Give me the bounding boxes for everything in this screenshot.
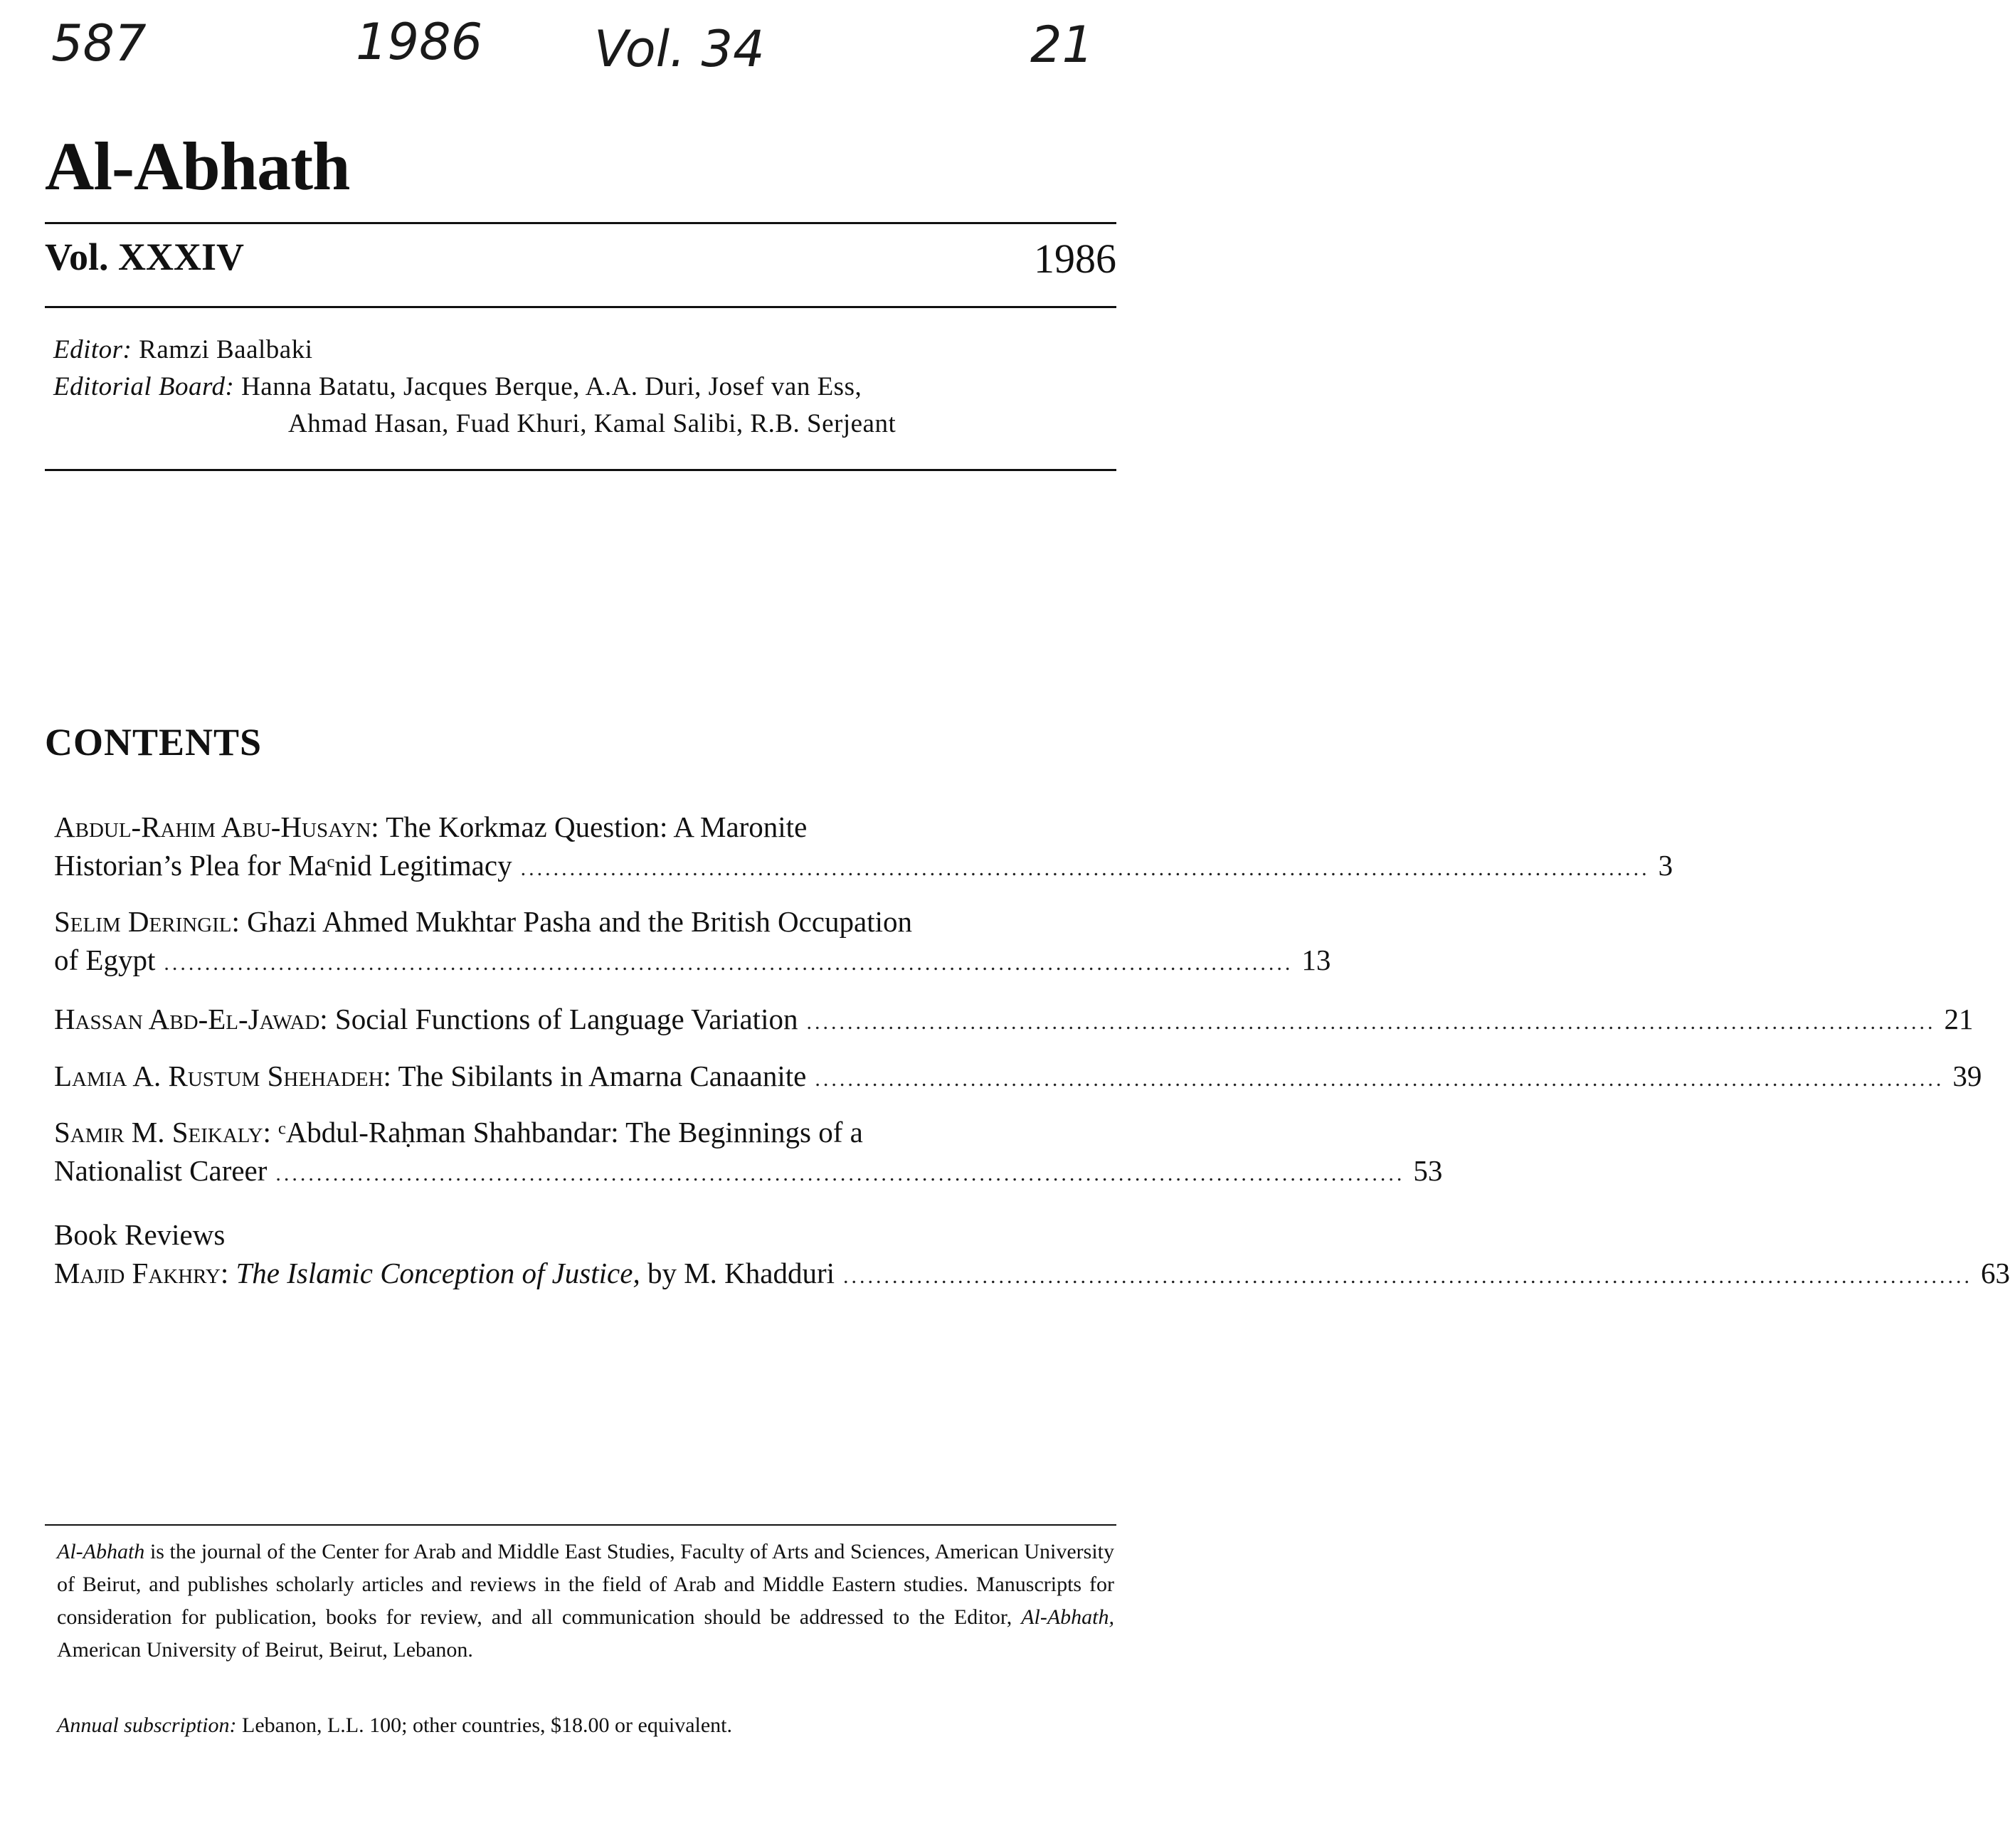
handwritten-call-number: 587: [51, 14, 147, 73]
toc-title: ᶜAbdul-Raḥman Shahbandar: The Beginnings of a: [278, 1116, 863, 1149]
book-reviews-section: Book Reviews Majid Fakhry: The Islamic Conception of Justice, by M. Khadduri .......................................................................................................................................... 63: [54, 1215, 1114, 1296]
handwritten-year: 1986: [356, 13, 483, 71]
header-rule-bottom: [45, 306, 1116, 308]
toc-title-cont: Historian’s Plea for Maᶜnid Legitimacy: [54, 849, 512, 882]
toc-author: Hassan Abd-El-Jawad:: [54, 1003, 328, 1035]
journal-logo: Al-Abhath: [45, 128, 350, 204]
editor-name: Ramzi Baalbaki: [139, 335, 313, 364]
footer-description: [57, 1536, 1114, 1667]
book-reviews-heading: Book Reviews: [54, 1218, 226, 1251]
footer-rule: [45, 1524, 1116, 1526]
toc-page: 39: [1952, 1060, 1982, 1092]
subscription-text: Lebanon, L.L. 100; other countries, $18.00 or equivalent.: [242, 1714, 732, 1737]
review-title: The Islamic Conception of Justice,: [236, 1257, 640, 1289]
footer-text-2: American University of Beirut, Beirut, Lebanon.: [57, 1638, 473, 1662]
footer-journal-name: Al-Abhath: [57, 1540, 145, 1563]
toc-author: Selim Deringil:: [54, 905, 240, 938]
footer-subscription: [57, 1709, 1114, 1742]
toc-entry: Selim Deringil: Ghazi Ahmed Mukhtar Pasha and the British Occupation of Egypt .......................................................................................................................................... 13: [54, 902, 1114, 983]
editor-label: Editor:: [53, 335, 132, 364]
footer-text-1: is the journal of the Center for Arab and Middle East Studies, Faculty of Arts and Sciences, American University of Beirut, and publishes scholarly articles and reviews in the field of Arab and Middle Eastern studies. Manuscripts for consideration for publication, books for review, and all communication should be addressed to the Editor,: [57, 1540, 1114, 1629]
toc-title: The Korkmaz Question: A Maronite: [386, 811, 808, 843]
toc-author: Lamia A. Rustum Shehadeh:: [54, 1060, 391, 1092]
toc-title: Ghazi Ahmed Mukhtar Pasha and the British Occupation: [247, 905, 912, 938]
toc-title: Social Functions of Language Variation: [334, 1003, 798, 1035]
editorial-board-line: [53, 371, 862, 402]
review-page: 63: [1981, 1257, 2010, 1289]
toc-entry: Samir M. Seikaly: ᶜAbdul-Raḥman Shahbandar: The Beginnings of a Nationalist Career .......................................................................................................................................... 53: [54, 1113, 1114, 1193]
toc-entry: Abdul-Rahim Abu-Husayn: The Korkmaz Question: A Maronite Historian’s Plea for Maᶜnid Legitimacy .......................................................................................................................................... 3: [54, 808, 1114, 888]
toc-title-cont: Nationalist Career: [54, 1154, 268, 1187]
toc-author: Abdul-Rahim Abu-Husayn:: [54, 811, 379, 843]
review-by: by M. Khadduri: [647, 1257, 835, 1289]
editor-line: [53, 334, 312, 365]
review-author: Majid Fakhry:: [54, 1257, 229, 1289]
toc-title-cont: of Egypt: [54, 944, 156, 976]
toc-entry: Lamia A. Rustum Shehadeh: The Sibilants in Amarna Canaanite .......................................................................................................................................... 39: [54, 1057, 1114, 1099]
masthead-rule: [45, 469, 1116, 471]
toc-page: 53: [1413, 1154, 1443, 1187]
toc-author: Samir M. Seikaly:: [54, 1116, 271, 1149]
toc-page: 21: [1944, 1003, 1974, 1035]
volume-row: [45, 235, 1116, 292]
subscription-label: Annual subscription:: [57, 1714, 237, 1737]
editorial-board-line-2: Ahmad Hasan, Fuad Khuri, Kamal Salibi, R.B. Serjeant: [288, 409, 896, 438]
volume-number: Vol. XXXIV: [45, 236, 245, 278]
toc-page: 3: [1658, 849, 1673, 882]
contents-heading: CONTENTS: [45, 721, 263, 764]
editorial-board-names-1: Hanna Batatu, Jacques Berque, A.A. Duri, Josef van Ess,: [241, 372, 862, 401]
editorial-board-label: Editorial Board:: [53, 372, 235, 401]
handwritten-mark: 21: [1030, 16, 1094, 74]
toc-title: The Sibilants in Amarna Canaanite: [398, 1060, 807, 1092]
handwritten-volume: Vol. 34: [594, 20, 765, 78]
footer-journal-name-2: Al-Abhath,: [1021, 1605, 1114, 1629]
toc-page: 13: [1301, 944, 1331, 976]
header-rule-top: [45, 222, 1116, 224]
toc-entry: Hassan Abd-El-Jawad: Social Functions of Language Variation .......................................................................................................................................... 21: [54, 1000, 1114, 1042]
volume-year: 1986: [1034, 236, 1116, 282]
